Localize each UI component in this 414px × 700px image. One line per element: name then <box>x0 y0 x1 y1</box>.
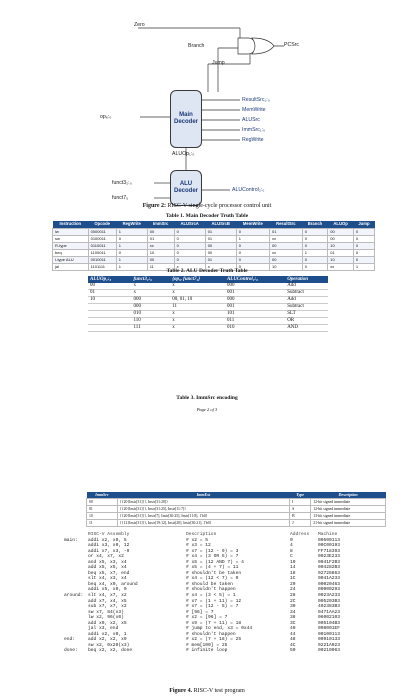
immsrc-table-cell: 12-bit signed immediate <box>311 506 386 513</box>
listing-mach: 00100113 <box>318 631 341 637</box>
main-decoder-table-row <box>53 249 375 256</box>
main-decoder-table-cell: 0 <box>174 256 205 263</box>
alu-decoder-table-cell: 010 <box>131 311 170 318</box>
main-decoder-table <box>52 221 375 271</box>
listing-desc: # x7 = (12 - 5) = 7 <box>186 604 239 610</box>
main-decoder-table-cell: 0 <box>302 263 328 270</box>
main-decoder-line1: Main <box>179 112 193 119</box>
listing-mach: 06002103 <box>318 615 341 621</box>
listing-asm: jal x3, end <box>88 626 119 632</box>
main-decoder-table-cell: 1101111 <box>88 263 116 270</box>
listing-addr: 40 <box>290 626 296 632</box>
listing-desc: # x3 = 12 <box>186 543 211 549</box>
main-decoder-table-cell: 00 <box>270 256 303 263</box>
listing-desc: # should be taken <box>186 581 233 587</box>
main-decoder-table-row <box>53 235 375 242</box>
listing-addr: Address <box>290 532 310 537</box>
main-decoder-table-cell: 0 <box>174 242 205 249</box>
listing-desc: # shouldn't happen <box>186 631 236 637</box>
main-decoder-table-header-cell: Branch <box>302 221 328 228</box>
listing-addr: 10 <box>290 559 296 565</box>
alu-decoder-table-cell: x <box>170 318 225 325</box>
listing-label: around: <box>64 593 84 599</box>
listing-addr: 0 <box>290 537 293 543</box>
table3-title: Table 3. ImmSrc encoding <box>176 395 238 401</box>
alu-decoder-table-cell: 000 <box>225 297 285 304</box>
immsrc-table-cell: 21-bit signed immediate <box>311 520 386 527</box>
main-decoder-table-cell: xx <box>270 249 303 256</box>
main-decoder-table-cell: jal <box>53 263 89 270</box>
listing-asm: beq x5, x7, end <box>88 570 130 576</box>
listing-addr: 1C <box>290 576 296 582</box>
listing-asm: sub x7, x7, x2 <box>88 604 127 610</box>
alu-decoder-table-cell: x <box>170 290 225 297</box>
alu-decoder-table-cell: x <box>131 283 170 290</box>
listing-asm: add x5, x5, x4 <box>88 565 127 571</box>
listing-addr: 38 <box>290 615 296 621</box>
main-decoder-table-cell: xx <box>270 235 303 242</box>
listing-addr: 2C <box>290 598 296 604</box>
listing-label: end: <box>64 637 76 643</box>
immsrc-table-header-cell: Type <box>290 492 311 499</box>
main-decoder-table-cell: R-type <box>53 242 89 249</box>
immsrc-table-cell: 01 <box>87 506 118 513</box>
main-decoder-table-cell: 00 <box>147 256 174 263</box>
main-decoder-table-cell: 01 <box>328 249 354 256</box>
output-regwrite: RegWrite <box>242 137 264 143</box>
listing-mach: 00020463 <box>318 581 341 587</box>
alu-decoder-block <box>170 170 202 206</box>
main-decoder-table-cell: 01 <box>147 235 174 242</box>
listing-asm: addi x7, x3, -9 <box>88 548 130 554</box>
main-decoder-table-cell: 1 <box>353 263 374 270</box>
main-decoder-table-cell: 0 <box>174 249 205 256</box>
listing-asm: beq x2, x2, done <box>88 648 133 654</box>
listing-asm: add x7, x4, x5 <box>88 598 127 604</box>
alu-decoder-table-row <box>88 297 328 304</box>
funct3-label: funct3₂:₀ <box>112 180 132 186</box>
listing-desc: # x9 = (7 + 11) = 18 <box>186 620 242 626</box>
alu-decoder-table-row <box>88 304 328 311</box>
diagram-wires <box>100 20 340 210</box>
listing-mach: 008001EF <box>318 626 341 632</box>
listing-addr: 48 <box>290 637 296 643</box>
listing-mach: 0023A233 <box>318 593 341 599</box>
immsrc-table-cell: 12-bit signed immediate <box>311 499 386 506</box>
alu-decoder-table-cell: 011 <box>225 318 285 325</box>
main-decoder-table-cell: 01 <box>270 228 303 235</box>
listing-asm: sw x2, 0x20(x3) <box>88 642 130 648</box>
listing-asm: beq x4, x0, around <box>88 581 138 587</box>
listing-mach: 0471AA23 <box>318 609 341 615</box>
listing-addr: 8 <box>290 548 293 554</box>
listing-addr: 18 <box>290 570 296 576</box>
alu-decoder-table-row <box>88 290 328 297</box>
immsrc-table-cell: 13-bit signed immediate <box>311 513 386 520</box>
main-decoder-table-cell: xx <box>147 242 174 249</box>
figure4-caption-num: Figure 4. <box>169 688 193 694</box>
main-decoder-table-cell: 00 <box>205 242 236 249</box>
main-decoder-table-header-cell: ImmSrc <box>147 221 174 228</box>
alu-decoder-table-cell: 001 <box>225 290 285 297</box>
main-decoder-table-header-cell: ResultSrc <box>270 221 303 228</box>
main-decoder-table-cell: 0 <box>353 256 374 263</box>
listing-addr: C <box>290 554 293 560</box>
funct7-label: funct7₅ <box>112 195 129 201</box>
zero-label: Zero <box>134 22 145 28</box>
alu-decoder-table-row <box>88 311 328 318</box>
immsrc-table-header-cell: ImmExt <box>117 492 289 499</box>
main-decoder-table-cell: 1 <box>116 256 147 263</box>
listing-mach: 02728863 <box>318 570 341 576</box>
listing-asm: addi x2, x0, 1 <box>88 631 127 637</box>
main-decoder-table-cell: lw <box>53 228 89 235</box>
op-label: op₆:₀ <box>100 114 112 120</box>
alu-decoder-table-cell: 11 <box>170 304 225 311</box>
immsrc-table-cell: I <box>290 499 311 506</box>
immsrc-table-row <box>87 499 386 506</box>
alu-decoder-table-cell: x <box>131 290 170 297</box>
alu-decoder-table-cell: 000 <box>225 283 285 290</box>
listing-mach: 00210063 <box>318 648 341 654</box>
main-decoder-table-header-cell: Jump <box>353 221 374 228</box>
listing-addr: 30 <box>290 604 296 610</box>
listing-mach: 402383B3 <box>318 604 341 610</box>
alu-decoder-table-cell <box>88 325 131 332</box>
listing-desc: # x5 = (12 AND 7) = 4 <box>186 559 244 565</box>
alu-decoder-table-header-row <box>88 276 328 283</box>
main-decoder-table-cell: I-type ALU <box>53 256 89 263</box>
figure4-caption <box>0 688 414 694</box>
listing-addr: 24 <box>290 587 296 593</box>
listing-mach: 0023E233 <box>318 554 341 560</box>
main-decoder-table-cell: 0000011 <box>88 228 116 235</box>
listing-asm: add x2, x2, x9 <box>88 637 127 643</box>
alu-decoder-line2: Decoder <box>173 188 198 194</box>
listing-desc: # x7 = (12 - 9) = 3 <box>186 548 239 554</box>
control-unit-diagram <box>100 20 340 210</box>
listing-asm: sw x7, 84(x3) <box>88 609 124 615</box>
main-decoder-table-cell: 00 <box>328 235 354 242</box>
main-decoder-table-header-cell: Opcode <box>88 221 116 228</box>
main-decoder-table-header-row <box>53 221 375 228</box>
listing-desc: # jump to end, x3 = 0x44 <box>186 626 253 632</box>
listing-asm: addi x3, x0, 12 <box>88 543 130 549</box>
immsrc-table-cell: {{20{Instr[31]}}, Instr[31:20]} <box>117 499 289 506</box>
main-decoder-table-cell: 0 <box>236 228 269 235</box>
main-decoder-table-cell: 11 <box>147 263 174 270</box>
listing-addr: 3C <box>290 620 296 626</box>
listing-desc: # x4 = (3 OR 5) = 7 <box>186 554 239 560</box>
alu-decoder-table-header-cell: {op₅, funct7₅} <box>170 276 225 283</box>
listing-desc: # x2 = [96] = 7 <box>186 615 228 621</box>
alu-decoder-table-cell: Subtract <box>285 290 328 297</box>
alu-decoder-table-header-cell: Operation <box>285 276 328 283</box>
immsrc-table-row <box>87 506 386 513</box>
alu-decoder-table-cell: x <box>170 325 225 332</box>
main-decoder-table-cell: 10 <box>147 249 174 256</box>
figure4-caption-text: RISC-V test program <box>193 688 245 694</box>
alu-decoder-table-cell: 000 <box>131 304 170 311</box>
alu-decoder-table-cell: 01 <box>88 290 131 297</box>
main-decoder-table-cell: 1 <box>116 263 147 270</box>
listing-mach: 0221A023 <box>318 642 341 648</box>
listing-addr: 44 <box>290 631 296 637</box>
listing-mach: Machine <box>318 532 338 537</box>
alu-decoder-table-cell: 110 <box>131 318 170 325</box>
main-decoder-line2: Decoder <box>173 119 198 125</box>
alu-decoder-table-cell: OR <box>285 318 328 325</box>
listing-desc: # x2 = (7 + 18) = 25 <box>186 637 242 643</box>
main-decoder-table-cell: 1 <box>302 249 328 256</box>
alu-decoder-table-header-cell: ALUOp₁:₀ <box>88 276 131 283</box>
main-decoder-table-row <box>53 256 375 263</box>
alu-decoder-table-cell <box>88 318 131 325</box>
immsrc-table-cell: B <box>290 513 311 520</box>
listing-asm: lw x2, 96(x0) <box>88 615 124 621</box>
main-decoder-table-cell: 0 <box>353 228 374 235</box>
main-decoder-table-cell: 01 <box>205 228 236 235</box>
main-decoder-table-header-cell: MemWrite <box>236 221 269 228</box>
main-decoder-table-header-cell: ALUOp <box>328 221 354 228</box>
listing-mach: 00000293 <box>318 587 341 593</box>
listing-mach: 0041A233 <box>318 576 341 582</box>
immsrc-table-cell: S <box>290 506 311 513</box>
main-decoder-table-cell: 0 <box>353 235 374 242</box>
immsrc-table-cell: {{20{Instr[31]}}, Instr[31:25], Instr[11:7]} <box>117 506 289 513</box>
main-decoder-table-header-cell: RegWrite <box>116 221 147 228</box>
listing-mach: 00500113 <box>318 537 341 543</box>
alu-decoder-table-row <box>88 325 328 332</box>
main-decoder-table-cell: xx <box>328 263 354 270</box>
listing-row <box>64 648 374 654</box>
listing-asm: and x5, x3, x4 <box>88 559 127 565</box>
alu-decoder-table-cell: Subtract <box>285 304 328 311</box>
main-decoder-table-header-cell: Instruction <box>53 221 89 228</box>
alu-decoder-table-cell: AND <box>285 325 328 332</box>
main-decoder-table-row <box>53 228 375 235</box>
listing-asm: or x4, x7, x2 <box>88 554 124 560</box>
main-decoder-table-header-cell: ALUSrcA <box>174 221 205 228</box>
listing-desc: # infinite loop <box>186 648 228 654</box>
immsrc-table-header-cell: ImmSrc <box>87 492 118 499</box>
main-decoder-table-cell: x <box>205 263 236 270</box>
output-alusrc: ALUSrc <box>242 117 260 123</box>
listing-desc: # x4 = (12 < 7) = 0 <box>186 576 239 582</box>
listing-addr: 4 <box>290 543 293 549</box>
main-decoder-table-cell: 0 <box>116 249 147 256</box>
alu-decoder-table-cell: 000 <box>131 297 170 304</box>
listing-mach: 005104B3 <box>318 620 341 626</box>
immsrc-table-header-cell: Description <box>311 492 386 499</box>
main-decoder-table-cell: 0 <box>302 242 328 249</box>
listing-desc: # shouldn't be taken <box>186 570 242 576</box>
listing-mach: 00910133 <box>318 637 341 643</box>
pcsrc-label: PCSrc <box>284 42 299 48</box>
main-decoder-table-cell: 00 <box>328 228 354 235</box>
alu-decoder-table-cell <box>88 311 131 318</box>
listing-mach: 0041F2B3 <box>318 559 341 565</box>
main-decoder-table-cell: 1 <box>116 242 147 249</box>
table2-title: Table 2. ALU Decoder Truth Table <box>166 268 248 274</box>
main-decoder-table-cell: 01 <box>205 235 236 242</box>
main-decoder-table-cell: 1 <box>116 228 147 235</box>
listing-addr: 34 <box>290 609 296 615</box>
alu-decoder-table-cell: 010 <box>225 325 285 332</box>
listing-addr: 50 <box>290 648 296 654</box>
alu-decoder-table-cell: x <box>170 311 225 318</box>
alu-decoder-table-header-cell: funct3₂:₀ <box>131 276 170 283</box>
listing-desc: Description <box>186 532 217 537</box>
main-decoder-table-cell: 0 <box>353 242 374 249</box>
main-decoder-table-cell: 00 <box>270 242 303 249</box>
main-decoder-table-cell: 0 <box>236 256 269 263</box>
alu-decoder-table-cell: Add <box>285 283 328 290</box>
listing-asm: add x9, x2, x5 <box>88 620 127 626</box>
main-decoder-table-cell: 00 <box>147 228 174 235</box>
alu-decoder-table-cell: 111 <box>131 325 170 332</box>
alu-decoder-table-cell: 001 <box>225 304 285 311</box>
listing-asm: slt x4, x3, x4 <box>88 576 127 582</box>
alu-decoder-table-row <box>88 318 328 325</box>
figure2-caption-text: RISC-V single-cycle processor control unit <box>167 203 272 209</box>
listing-desc: # [96] = 7 <box>186 609 214 615</box>
listing-mach: FF718393 <box>318 548 341 554</box>
main-decoder-table-cell: 0 <box>116 235 147 242</box>
output-resultsrc: ResultSrc₁:₀ <box>242 97 270 103</box>
main-decoder-table-cell: 0 <box>236 242 269 249</box>
listing-mach: 004282B3 <box>318 565 341 571</box>
main-decoder-table-cell: 10 <box>270 263 303 270</box>
listing-addr: 28 <box>290 593 296 599</box>
main-decoder-table-cell: 0 <box>174 235 205 242</box>
alucontrol-label: ALUControl₂:₀ <box>232 187 265 193</box>
main-decoder-table-cell: 0 <box>174 228 205 235</box>
listing-asm: addi x2, x0, 5 <box>88 537 127 543</box>
branch-label: Branch <box>188 43 205 49</box>
immsrc-table-cell: 11 <box>87 520 118 527</box>
alu-decoder-table <box>88 276 328 332</box>
jump-label: Jump <box>212 60 225 66</box>
main-decoder-table-cell: 0 <box>302 256 328 263</box>
listing-addr: 4C <box>290 642 296 648</box>
immsrc-table-cell: J <box>290 520 311 527</box>
alu-decoder-table-cell: Add <box>285 297 328 304</box>
main-decoder-block <box>170 90 202 148</box>
listing-mach: 00C00193 <box>318 543 341 549</box>
test-program-listing <box>64 532 374 654</box>
alu-decoder-table-cell: 00, 01, 10 <box>170 297 225 304</box>
main-decoder-table-cell: 0 <box>236 249 269 256</box>
alu-decoder-table-cell: 00 <box>88 283 131 290</box>
main-decoder-table-cell: 0 <box>302 228 328 235</box>
alu-decoder-table-cell <box>88 304 131 311</box>
main-decoder-table-cell: 1 <box>236 235 269 242</box>
immsrc-table-cell: {{12{Instr[31]}}, Instr[19:12], Instr[20], Instr[30:21], 1'b0} <box>117 520 289 527</box>
figure2-caption-num: Figure 2: <box>142 203 166 209</box>
main-decoder-table-cell: 0100011 <box>88 235 116 242</box>
immsrc-table-cell: {{20{Instr[31]}}, Instr[7], Instr[30:25], Instr[11:8], 1'b0} <box>117 513 289 520</box>
listing-label: done: <box>64 648 78 654</box>
main-decoder-table-cell: 1100011 <box>88 249 116 256</box>
immsrc-table-row <box>87 513 386 520</box>
main-decoder-table-cell: 10 <box>328 256 354 263</box>
alu-decoder-table-cell: SLT <box>285 311 328 318</box>
main-decoder-table-cell: x <box>174 263 205 270</box>
main-decoder-table-header-cell: ALUSrcB <box>205 221 236 228</box>
main-decoder-table-row <box>53 242 375 249</box>
listing-desc: # mem[100] = 25 <box>186 642 228 648</box>
alu-decoder-line1: ALU <box>179 181 193 188</box>
listing-asm: RISC-V Assembly <box>88 532 130 537</box>
main-decoder-table-cell: 0110011 <box>88 242 116 249</box>
main-decoder-table-cell: 10 <box>328 242 354 249</box>
table1-title: Table 1. Main Decoder Truth Table <box>165 213 249 219</box>
listing-desc: # x7 = (1 + 11) = 12 <box>186 598 242 604</box>
figure2-caption <box>0 203 414 209</box>
main-decoder-table-cell: 0 <box>302 235 328 242</box>
aluop-label: ALUOp₁:₀ <box>172 151 195 157</box>
listing-addr: 14 <box>290 565 296 571</box>
immsrc-table-cell: 00 <box>87 499 118 506</box>
main-decoder-table-cell: 0010011 <box>88 256 116 263</box>
alu-decoder-table-header-cell: ALUControl₂:₀ <box>225 276 285 283</box>
main-decoder-table-cell: 0 <box>353 249 374 256</box>
listing-desc: # x5 = (4 + 7) = 11 <box>186 565 239 571</box>
listing-mach: 005203B3 <box>318 598 341 604</box>
listing-asm: addi x5, x0, 0 <box>88 587 127 593</box>
output-memwrite: MemWrite <box>242 107 266 113</box>
main-decoder-table-cell: 0 <box>236 263 269 270</box>
listing-desc: # x4 = (3 < 5) = 1 <box>186 593 236 599</box>
listing-desc: # x2 = 5 <box>186 537 209 543</box>
listing-asm: slt x4, x7, x2 <box>88 593 127 599</box>
main-decoder-table-cell: 01 <box>205 256 236 263</box>
page-number: Page 2 of 3 <box>196 407 218 412</box>
main-decoder-table-cell: beq <box>53 249 89 256</box>
main-decoder-table-cell: sw <box>53 235 89 242</box>
main-decoder-table-cell: 00 <box>205 249 236 256</box>
listing-label: main: <box>64 537 78 543</box>
output-immsrc: ImmSrc₁:₀ <box>242 127 266 133</box>
immsrc-table <box>86 492 386 527</box>
immsrc-table-cell: 10 <box>87 513 118 520</box>
alu-decoder-table-cell: 101 <box>225 311 285 318</box>
listing-addr: 20 <box>290 581 296 587</box>
alu-decoder-table-cell: x <box>170 283 225 290</box>
alu-decoder-table-cell: 10 <box>88 297 131 304</box>
listing-desc: # shouldn't happen <box>186 587 236 593</box>
immsrc-table-row <box>87 520 386 527</box>
